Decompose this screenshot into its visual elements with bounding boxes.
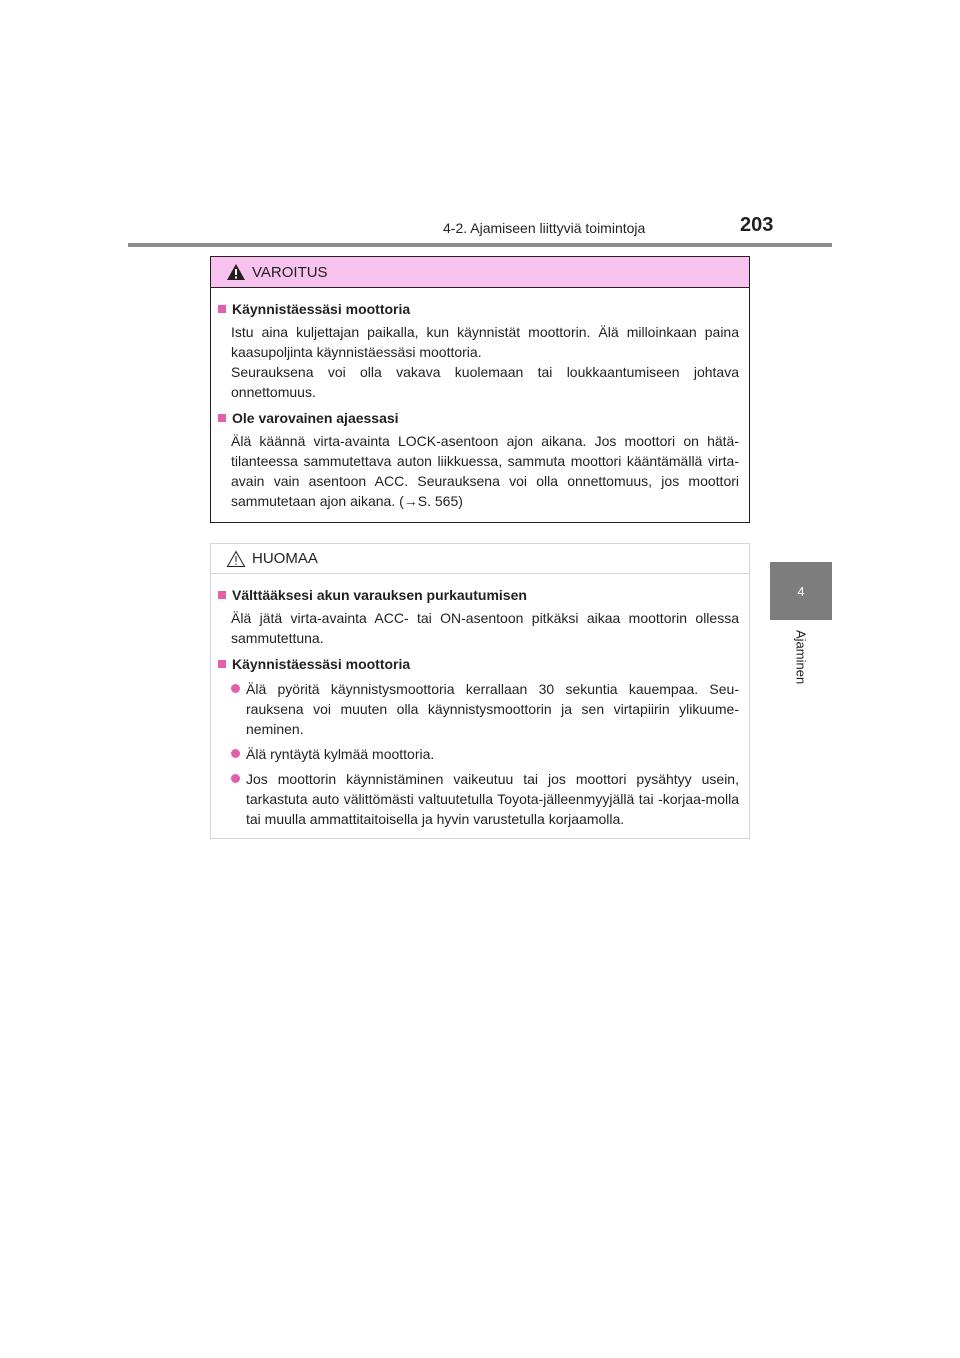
warning-paragraph: Istu aina kuljettajan paikalla, kun käynnistät moottorin. Älä milloinkaan paina kaasupoljinta käynnistäessäsi moottoria.: [231, 324, 739, 360]
notice-bullet-text: Älä pyöritä käynnistysmoottoria kerrallaan 30 sekuntia kauempaa. Seu-rauksena voi muuten olla käynnistysmoottorin ja sen virtapiirin ylikuume-neminen.: [246, 681, 739, 737]
chapter-label: Ajaminen: [793, 630, 809, 685]
circle-bullet-icon: [231, 684, 240, 693]
notice-item-heading: [218, 585, 739, 605]
chapter-number: 4: [797, 583, 805, 599]
page-number: 203: [740, 214, 774, 236]
notice-bullet: [231, 679, 739, 739]
notice-header: [211, 544, 749, 574]
header-divider: [128, 243, 832, 247]
warning-body: [211, 288, 749, 511]
warning-triangle-icon: [226, 263, 246, 281]
chapter-tab[interactable]: [770, 562, 832, 620]
notice-bullet-text: Älä ryntäytä kylmää moottoria.: [246, 746, 435, 762]
notice-paragraph: Älä jätä virta-avainta ACC- tai ON-asentoon pitkäksi aikaa moottorin ollessa sammutettuna.: [231, 610, 739, 646]
warning-header: [211, 257, 749, 288]
notice-item-heading: [218, 654, 739, 674]
warning-box: [210, 256, 750, 523]
warning-item-heading-text: Ole varovainen ajaessasi: [232, 410, 399, 426]
square-bullet-icon: [218, 591, 226, 599]
warning-item-heading: [218, 299, 739, 319]
notice-bullet-text: Jos moottorin käynnistäminen vaikeutuu tai jos moottori pysähtyy usein, tarkastuta auto välittömästi valtuutetulla Toyota-jälleenmyyjällä tai -korjaa-molla tai muulla ammattitaitoisella ja hyvin varustetulla korjaamolla.: [246, 771, 739, 827]
notice-item-heading-text: Välttääksesi akun varauksen purkautumisen: [232, 587, 527, 603]
warning-title: VAROITUS: [252, 263, 328, 281]
notice-item-heading-text: Käynnistäessäsi moottoria: [232, 656, 411, 672]
notice-box: [210, 543, 750, 839]
section-title: 4-2. Ajamiseen liittyviä toimintoja: [443, 220, 646, 236]
circle-bullet-icon: [231, 749, 240, 758]
square-bullet-icon: [218, 305, 226, 313]
square-bullet-icon: [218, 660, 226, 668]
caution-triangle-icon: [226, 550, 246, 568]
notice-title: HUOMAA: [252, 550, 318, 567]
warning-item-heading: [218, 408, 739, 428]
warning-paragraph: Seurauksena voi olla vakava kuolemaan tai loukkaantumiseen johtava onnettomuus.: [231, 364, 739, 400]
notice-bullet: [231, 744, 739, 764]
circle-bullet-icon: [231, 774, 240, 783]
notice-body: [211, 574, 749, 829]
warning-item-heading-text: Käynnistäessäsi moottoria: [232, 301, 411, 317]
square-bullet-icon: [218, 414, 226, 422]
notice-bullet: [231, 769, 739, 829]
warning-paragraph: Älä käännä virta-avainta LOCK-asentoon ajon aikana. Jos moottori on hätä-tilanteessa sammutettava auton liikkuessa, sammuta moottori kääntämällä virta-avain vain asentoon ACC. Seurauksena voi olla onnettomuus, jos moottori sammutetaan ajon aikana. (→S. 565): [231, 433, 739, 509]
